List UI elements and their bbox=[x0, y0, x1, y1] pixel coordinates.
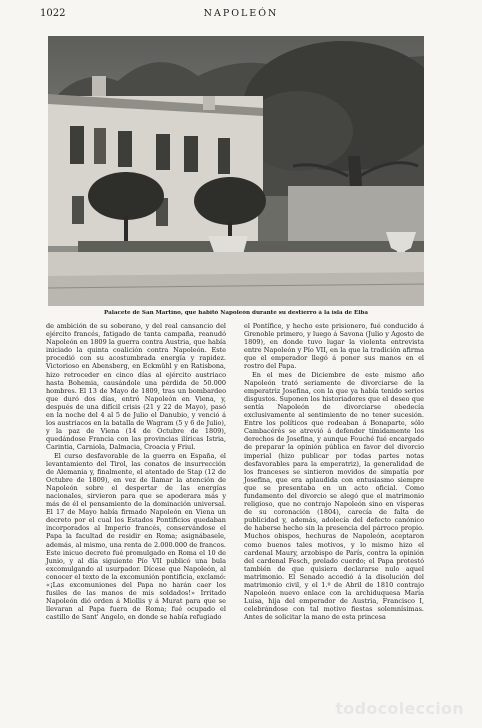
palace-photograph bbox=[48, 36, 424, 306]
watermark: todocoleccion bbox=[335, 699, 464, 718]
palace-photo-illustration bbox=[48, 36, 424, 306]
photo-caption: Palacete de San Martino, que habitó Napoleón durante su destierro á la isla de Elba bbox=[104, 310, 368, 316]
text-column-left bbox=[46, 322, 226, 621]
paragraph: de ambición de su soberano, y del real cansancio del ejército francés, fatigado de tanta campaña, reanudó Napoleón en 1809 la guerra contra Austria, que había iniciado la quinta coalición contra Napoleón. Este procedió con su acostumbrada energía y rapidez. Victorioso en Abensberg, en Eckmühl y en Ratisbona, hizo retroceder en cinco días al ejército austriaco hasta Bohemia, causándole una pérdida de 50.000 hombres. El 13 de Mayo de 1809, tras un bombardeo que duró dos días, entró Napoleón en Viena, y, después de una difícil crisis (21 y 22 de Mayo), pasó en la noche del 4 al 5 de Julio el Danubio, y venció á los austriacos en la batalla de Wagram (5 y 6 de Julio), y la paz de Viena (14 de Octubre de 1809), quedándose Francia con las provincias ilíricas Istria, Carintia, Carniola, Dalmacia, Croacia y Friul. bbox=[46, 322, 226, 452]
page-number: 1022 bbox=[40, 8, 66, 19]
paragraph: En el mes de Diciembre de este mismo año Napoleón trató seriamente de divorciarse de la emperatriz Josefina, con la que ya había tenido serios disgustos. Suponen los historiadores que el deseo que sentía Napoleón de divorciarse obedecía exclusivamente al sentimiento de no tener sucesión. Entre los políticos que rodeaban á Bonaparte, sólo Cambacérès se atrevió á defender tímidamente los derechos de Josefina, y aunque Fouché fué encargado de preparar la opinión pública en favor del divorcio imperial (hizo publicar por todas partes notas desfavorables para la emperatriz), la generalidad de los franceses se sintieron movidos de simpatía por Josefina, que era aplaudida con entusiasmo siempre que se presentaba en un acto oficial. Como fundamento del divorcio se alegó que el matrimonio religioso, que no contrajo Napoleón sino en vísperas de su coronación (1804), carecía de falta de publicidad y, además, adolecía del defecto canónico de haberse hecho sin la presencia del párroco propio. Muchos obispos, hechuras de Napoleón, aceptaron como buenos tales motivos, y lo mismo hizo el cardenal Maury, arzobispo de París, contra la opinión del cardenal Fesch, prelado cuerdo; el Papa protestó también de que quisiera declararse nulo aquel matrimonio. El Senado accedió á la disolución del matrimonio civil, y el 1.º de Abril de 1810 contrajo Napoleón nuevo enlace con la archiduquesa María Luisa, hija del emperador de Austria, Francisco I, celebrándose con tal motivo fiestas solemnísimas. Antes de solicitar la mano de esta princesa bbox=[244, 370, 424, 622]
paragraph: el Pontífice, y hecho este prisionero, fué conducido á Grenoble primero, y luego á Savona (Julio y Agosto de 1809), en donde tuvo lugar la violenta entrevista entre Napoleón y Pío VII, en la que la tradición afirma que el emperador llegó á poner sus manos en el rostro del Papa. bbox=[244, 322, 424, 371]
page-header bbox=[40, 8, 442, 22]
text-column-right bbox=[244, 322, 424, 621]
paragraph: El curso desfavorable de la guerra en España, el levantamiento del Tirol, las conatos de insurrección de Alemania y, finalmente, el atentado de Stap (12 de Octubre de 1809), en vez de llamar la atención de Napoleón sobre el despertar de las energías nacionales, sirvieron para que se apoderara más y más de él el pensamiento de la dominación universal. El 17 de Mayo había firmado Napoleón en Viena un decreto por el cual los Estados Pontificios quedaban incorporados al Imperio francés, conservándose el Papa la facultad de residir en Roma; asignábasele, además, al mismo, una renta de 2.000.000 de francos. Este inicuo decreto fué promulgado en Roma el 10 de Junio, y al día siguiente Pío VII publicó una bula excomulgando al usurpador. Dícese que Napoleón, al conocer el texto de la excomunión pontificia, exclamó: «¡Las excomuniones del Papa no harán caer los fusiles de las manos de mis soldados!» Irritado Napoleón dió orden á Miollis y á Murat para que se llevaran al Papa fuera de Roma; fué ocupado el castillo de Sant' Angelo, en donde se había refugiado bbox=[46, 451, 226, 622]
running-title: NAPOLEÓN bbox=[203, 8, 279, 19]
